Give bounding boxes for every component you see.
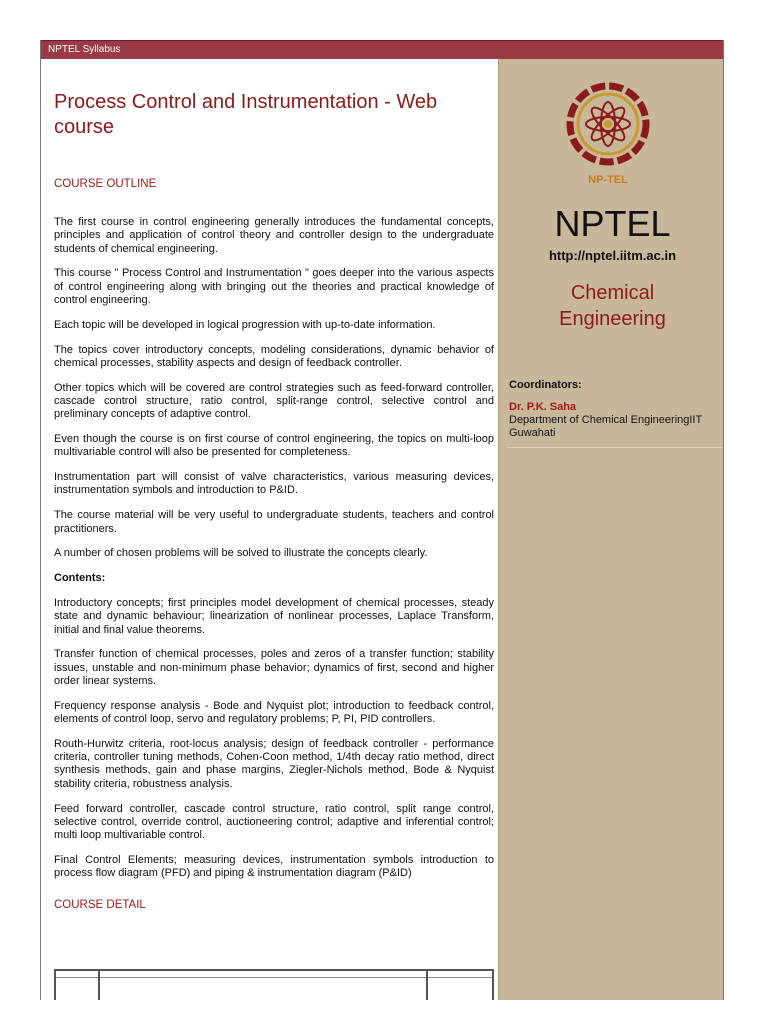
outline-paragraph: The topics cover introductory concepts, modeling considerations, dynamic behavior of chemical processes, stability aspects and design of feedback controller. (54, 343, 494, 369)
department-name: Chemical Engineering (559, 282, 666, 330)
contents-item: Transfer function of chemical processes, poles and zeros of a transfer function; stability issues, unstable and non-minimum phase behavior; dynamics of first, second and higher order linear systems. (54, 648, 494, 687)
contents-item: Frequency response analysis - Bode and Nyquist plot; introduction to feedback control, elements of control loop, servo and regulatory problems; P, PI, PID controllers. (54, 699, 494, 726)
header-title: NPTEL Syllabus (48, 44, 121, 55)
outline-paragraph: Even though the course is on first course of control engineering, the topics on multi-loop multivariable control will also be presented for completeness. (54, 433, 494, 459)
course-body (54, 216, 494, 880)
table-column-divider (98, 971, 100, 1000)
nptel-url[interactable]: http://nptel.iitm.ac.in (548, 248, 677, 263)
coordinator-department: Department of Chemical EngineeringIIT Guwahati (509, 414, 703, 439)
course-detail-heading: COURSE DETAIL (54, 899, 146, 912)
contents-item: Feed forward controller, cascade control structure, ratio control, split range control, selective control, override control, auctioneering control; adaptive and inferential control; multi loop multivariable control. (54, 802, 494, 842)
nptel-name: NPTEL (554, 203, 671, 244)
page-frame (40, 40, 724, 1000)
main-content (41, 59, 498, 1000)
outline-paragraph: This course " Process Control and Instrumentation " goes deeper into the various aspects of control engineering along with bringing out the theories and practical knowledge of control engineering. (54, 267, 494, 306)
outline-paragraph: Instrumentation part will consist of valve characteristics, various measuring devices, instrumentation symbols and introduction to P&ID. (54, 471, 494, 497)
coordinator-name: Dr. P.K. Saha (509, 401, 577, 413)
outline-paragraph: The course material will be very useful to undergraduate students, teachers and control practitioners. (54, 509, 494, 535)
contents-heading: Contents: (54, 572, 106, 585)
outline-paragraph: Each topic will be developed in logical progression with up-to-date information. (54, 318, 436, 331)
course-outline-heading: COURSE OUTLINE (54, 178, 157, 190)
contents-item: Routh-Hurwitz criteria, root-locus analysis; design of feedback controller - performance criteria, controller tuning methods, Cohen-Coon method, 1/4th decay ratio method, direct synthesis methods, gain and phase margins, Ziegler-Nichols method, Bode & Nyquist stability criteria, robustness analysis. (54, 737, 494, 790)
sidebar (498, 59, 724, 1000)
contents-item: Final Control Elements; measuring devices, instrumentation symbols introduction to process flow diagram (PFD) and piping & instrumentation diagram (P&ID) (54, 853, 494, 880)
course-detail-table (54, 969, 494, 1000)
nptel-logo (563, 79, 653, 189)
contents-item: Introductory concepts; first principles model development of chemical processes, steady state and dynamic behaviour; linearization of nonlinear processes, Laplace Transform, initial and final value theorems. (54, 596, 494, 636)
logo-text: NP-TEL (588, 174, 628, 186)
top-bar (41, 40, 723, 59)
outline-paragraph: The first course in control engineering generally introduces the fundamental concepts, principles and application of control theory and controller design to the undergraduate students of chemical engineering. (54, 216, 494, 255)
coordinator-divider (507, 447, 723, 448)
outline-paragraph: A number of chosen problems will be solved to illustrate the concepts clearly. (54, 547, 428, 560)
outline-paragraph: Other topics which will be covered are control strategies such as feed-forward controller, cascade control structure, ratio control, split-range control, selective control and preliminary concepts of adaptive control. (54, 381, 494, 421)
course-title: Process Control and Instrumentation - Web course (54, 91, 438, 138)
coordinators-label: Coordinators: (509, 379, 582, 391)
table-column-divider (426, 971, 428, 1000)
